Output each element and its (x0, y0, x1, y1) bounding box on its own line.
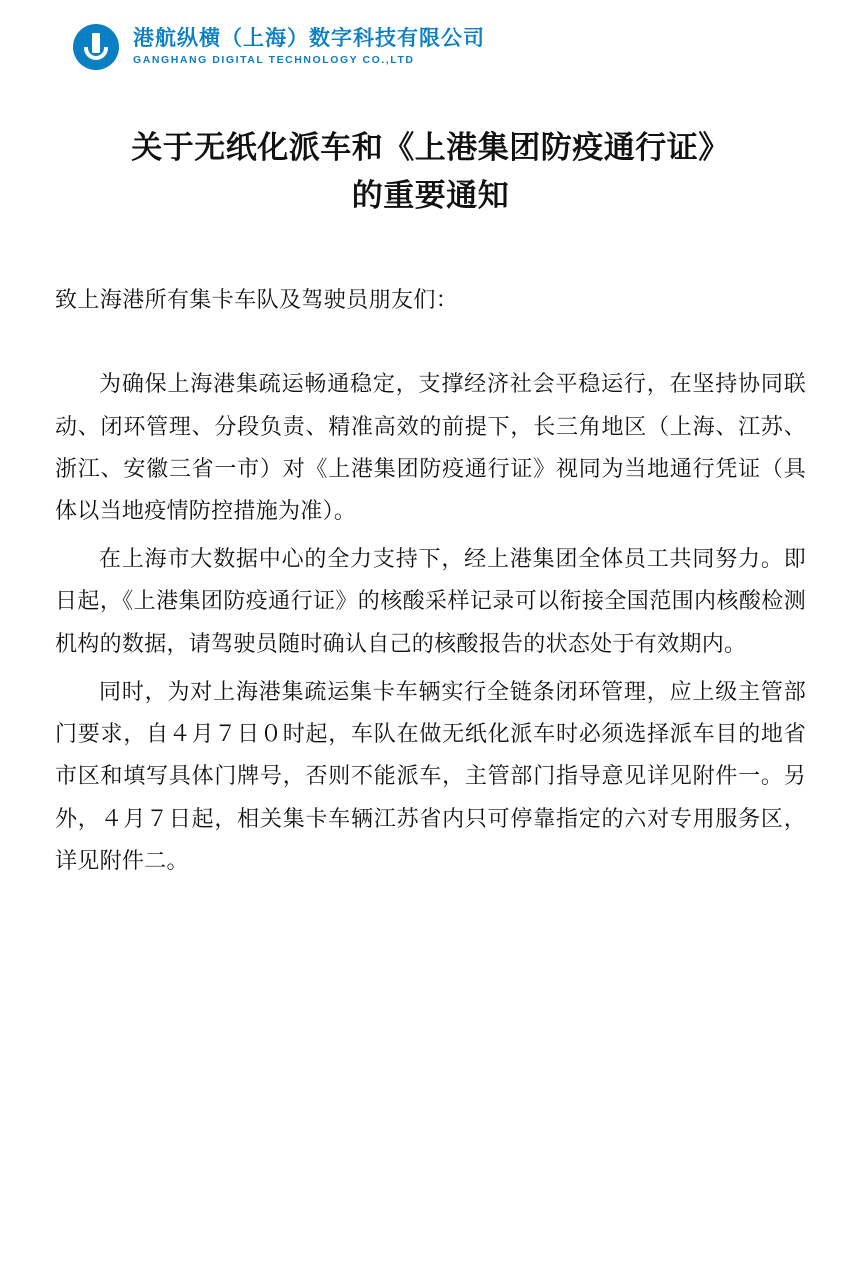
salutation: 致上海港所有集卡车队及驾驶员朋友们： (55, 287, 459, 313)
body-paragraph: 为确保上海港集疏运畅通稳定，支撑经济社会平稳运行，在坚持协同联动、闭环管理、分段负责、精准高效的前提下，长三角地区（上海、江苏、浙江、安徽三省一市）对《上港集团防疫通行证》视同为当地通行凭证（具体以当地疫情防控措施为准）。 (55, 371, 806, 523)
body-paragraph: 同时，为对上海港集疏运集卡车辆实行全链条闭环管理，应上级主管部门要求，自４月７日０时起，车队在做无纸化派车时必须选择派车目的地省市区和填写具体门牌号，否则不能派车，主管部门指导意见详见附件一。另外，４月７日起，相关集卡车辆江苏省内只可停靠指定的六对专用服务区，详见附件二。 (55, 678, 806, 873)
body-paragraph: 在上海市大数据中心的全力支持下，经上港集团全体员工共同努力。即日起，《上港集团防疫通行证》的核酸采样记录可以衔接全国范围内核酸检测机构的数据，请驾驶员随时确认自己的核酸报告的状态处于有效期内。 (55, 546, 806, 656)
company-name-cn: 港航纵横（上海）数字科技有限公司 (133, 27, 485, 51)
letterhead (55, 0, 806, 72)
document-body (55, 363, 806, 882)
company-circle-logo-icon (73, 24, 119, 70)
page-title (55, 124, 806, 220)
page-title-line-2: 的重要通知 (351, 178, 510, 214)
page-title-line-1: 关于无纸化派车和《上港集团防疫通行证》 (131, 130, 730, 165)
letterhead-text (133, 26, 485, 68)
company-name-en: GANGHANG DIGITAL TECHNOLOGY CO.,LTD (133, 54, 415, 67)
